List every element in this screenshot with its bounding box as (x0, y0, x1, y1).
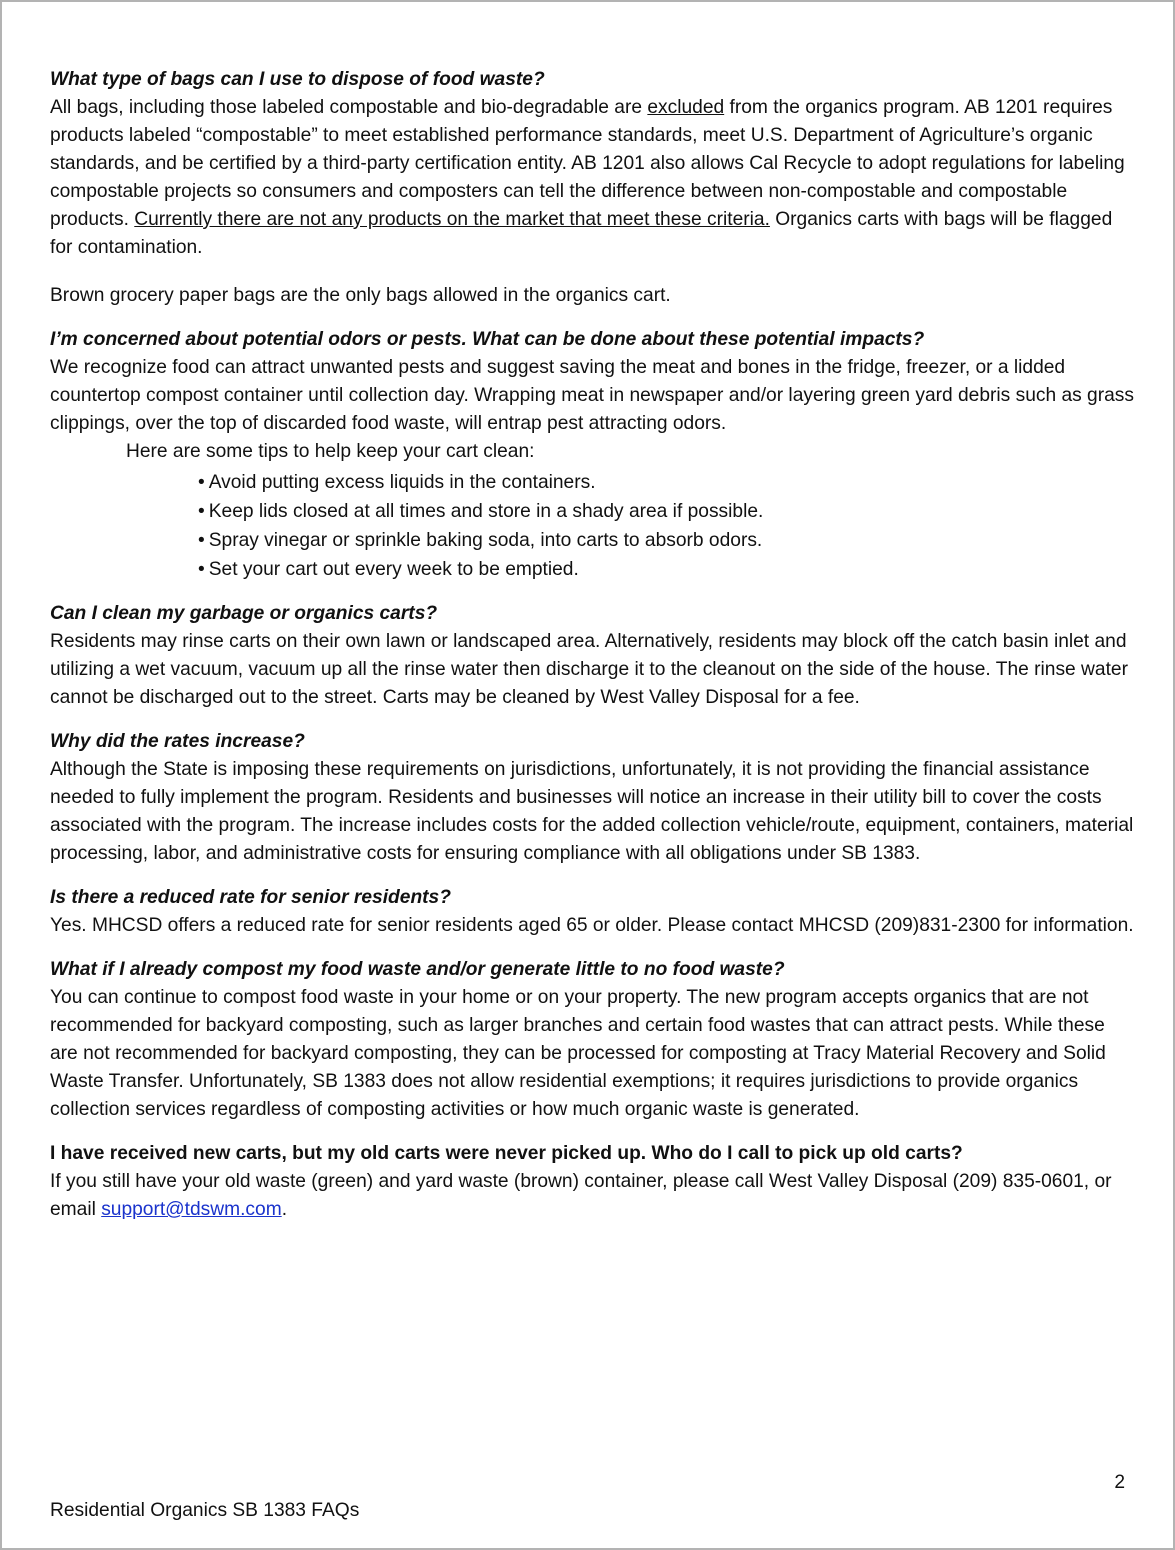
support-email-link[interactable]: support@tdswm.com (101, 1199, 282, 1220)
faq-answer: We recognize food can attract unwanted pests and suggest saving the meat and bones in the fridge, freezer, or a lidded countertop compost container until collection day. Wrapping meat in newspaper and/or layering green yard debris such as grass clippings, over the top of discarded food waste, will entrap pest attracting odors. (50, 357, 1134, 434)
answer-text: If you still have your old waste (green) and yard waste (brown) container, please call West Valley Disposal (209) 835-0601, or email (50, 1171, 1112, 1220)
faq-answer (50, 1168, 1135, 1224)
faq-answer: Yes. MHCSD offers a reduced rate for senior residents aged 65 or older. Please contact MHCSD (209)831-2300 for information. (50, 915, 1134, 936)
answer-text: . (281, 1199, 288, 1220)
faq-question: Can I clean my garbage or organics carts? (50, 603, 438, 624)
tip-text: Spray vinegar or sprinkle baking soda, into carts to absorb odors. (208, 530, 763, 551)
page-number: 2 (1114, 1472, 1125, 1493)
faq-answer: You can continue to compost food waste in your home or on your property. The new program accepts organics that are not recommended for backyard composting, such as larger branches and certain food wastes that can attract pests. While these are not recommended for backyard composting, they can be processed for composting at Tracy Material Recovery and Solid Waste Transfer. Unfortunately, SB 1383 does not allow residential exemptions; it requires jurisdictions to provide organics collection services regardless of composting activities or how much organic waste is generated. (50, 987, 1106, 1120)
page-footer: Residential Organics SB 1383 FAQs (50, 1500, 360, 1521)
bullet-icon: • (198, 472, 205, 493)
bullet-icon: • (198, 501, 205, 522)
faq-answer: Residents may rinse carts on their own lawn or landscaped area. Alternatively, residents may block off the catch basin inlet and utilizing a wet vacuum, vacuum up all the rinse water then discharge it to the cleanout on the side of the house. The rinse water cannot be discharged out to the street. Carts may be cleaned by West Valley Disposal for a fee. (50, 631, 1128, 708)
criteria-underlined: Currently there are not any products on the market that meet these criteria. (134, 209, 770, 230)
answer-text: Organics carts with bags will be flagged for contamination. (50, 209, 1113, 258)
tips-list (198, 468, 1135, 584)
faq-answer (50, 94, 1135, 262)
faq-question: Why did the rates increase? (50, 731, 305, 752)
excluded-underlined: excluded (647, 97, 725, 118)
faq-answer-followup: Brown grocery paper bags are the only bags allowed in the organics cart. (50, 285, 671, 306)
tip-text: Set your cart out every week to be emptied. (208, 559, 579, 580)
answer-text: All bags, including those labeled compostable and bio-degradable are (50, 97, 648, 118)
faq-bags (50, 66, 1135, 310)
list-item (198, 497, 1135, 526)
faq-rates (50, 728, 1135, 868)
bullet-icon: • (198, 559, 205, 580)
faq-question: What if I already compost my food waste and/or generate little to no food waste? (50, 959, 785, 980)
faq-question: What type of bags can I use to dispose of food waste? (50, 69, 545, 90)
list-item (198, 555, 1135, 584)
list-item (198, 468, 1135, 497)
faq-question: I have received new carts, but my old carts were never picked up. Who do I call to pick up old carts? (50, 1143, 963, 1164)
list-item (198, 526, 1135, 555)
faq-question: Is there a reduced rate for senior residents? (50, 887, 451, 908)
faq-clean (50, 600, 1135, 712)
faq-odors (50, 326, 1135, 584)
tips-intro: Here are some tips to help keep your cart clean: (126, 441, 535, 462)
bullet-icon: • (198, 530, 205, 551)
tip-text: Avoid putting excess liquids in the containers. (208, 472, 596, 493)
answer-text: from the organics program. AB 1201 requires products labeled “compostable” to meet established performance standards, meet U.S. Department of Agriculture’s organic standards, and be certified by a third-party certification entity. AB 1201 also allows Cal Recycle to adopt regulations for labeling compostable projects so consumers and composters can tell the difference between non-compostable and compostable products. (50, 97, 1125, 230)
faq-content (50, 66, 1135, 1240)
tip-text: Keep lids closed at all times and store in a shady area if possible. (208, 501, 764, 522)
faq-old-carts (50, 1140, 1135, 1224)
faq-answer: Although the State is imposing these requirements on jurisdictions, unfortunately, it is not providing the financial assistance needed to fully implement the program. Residents and businesses will notice an increase in their utility bill to cover the costs associated with the program. The increase includes costs for the added collection vehicle/route, equipment, containers, material processing, labor, and administrative costs for ensuring compliance with all obligations under SB 1383. (50, 759, 1134, 864)
faq-senior (50, 884, 1135, 940)
faq-question: I’m concerned about potential odors or pests. What can be done about these potential impacts? (50, 329, 925, 350)
faq-compost (50, 956, 1135, 1124)
